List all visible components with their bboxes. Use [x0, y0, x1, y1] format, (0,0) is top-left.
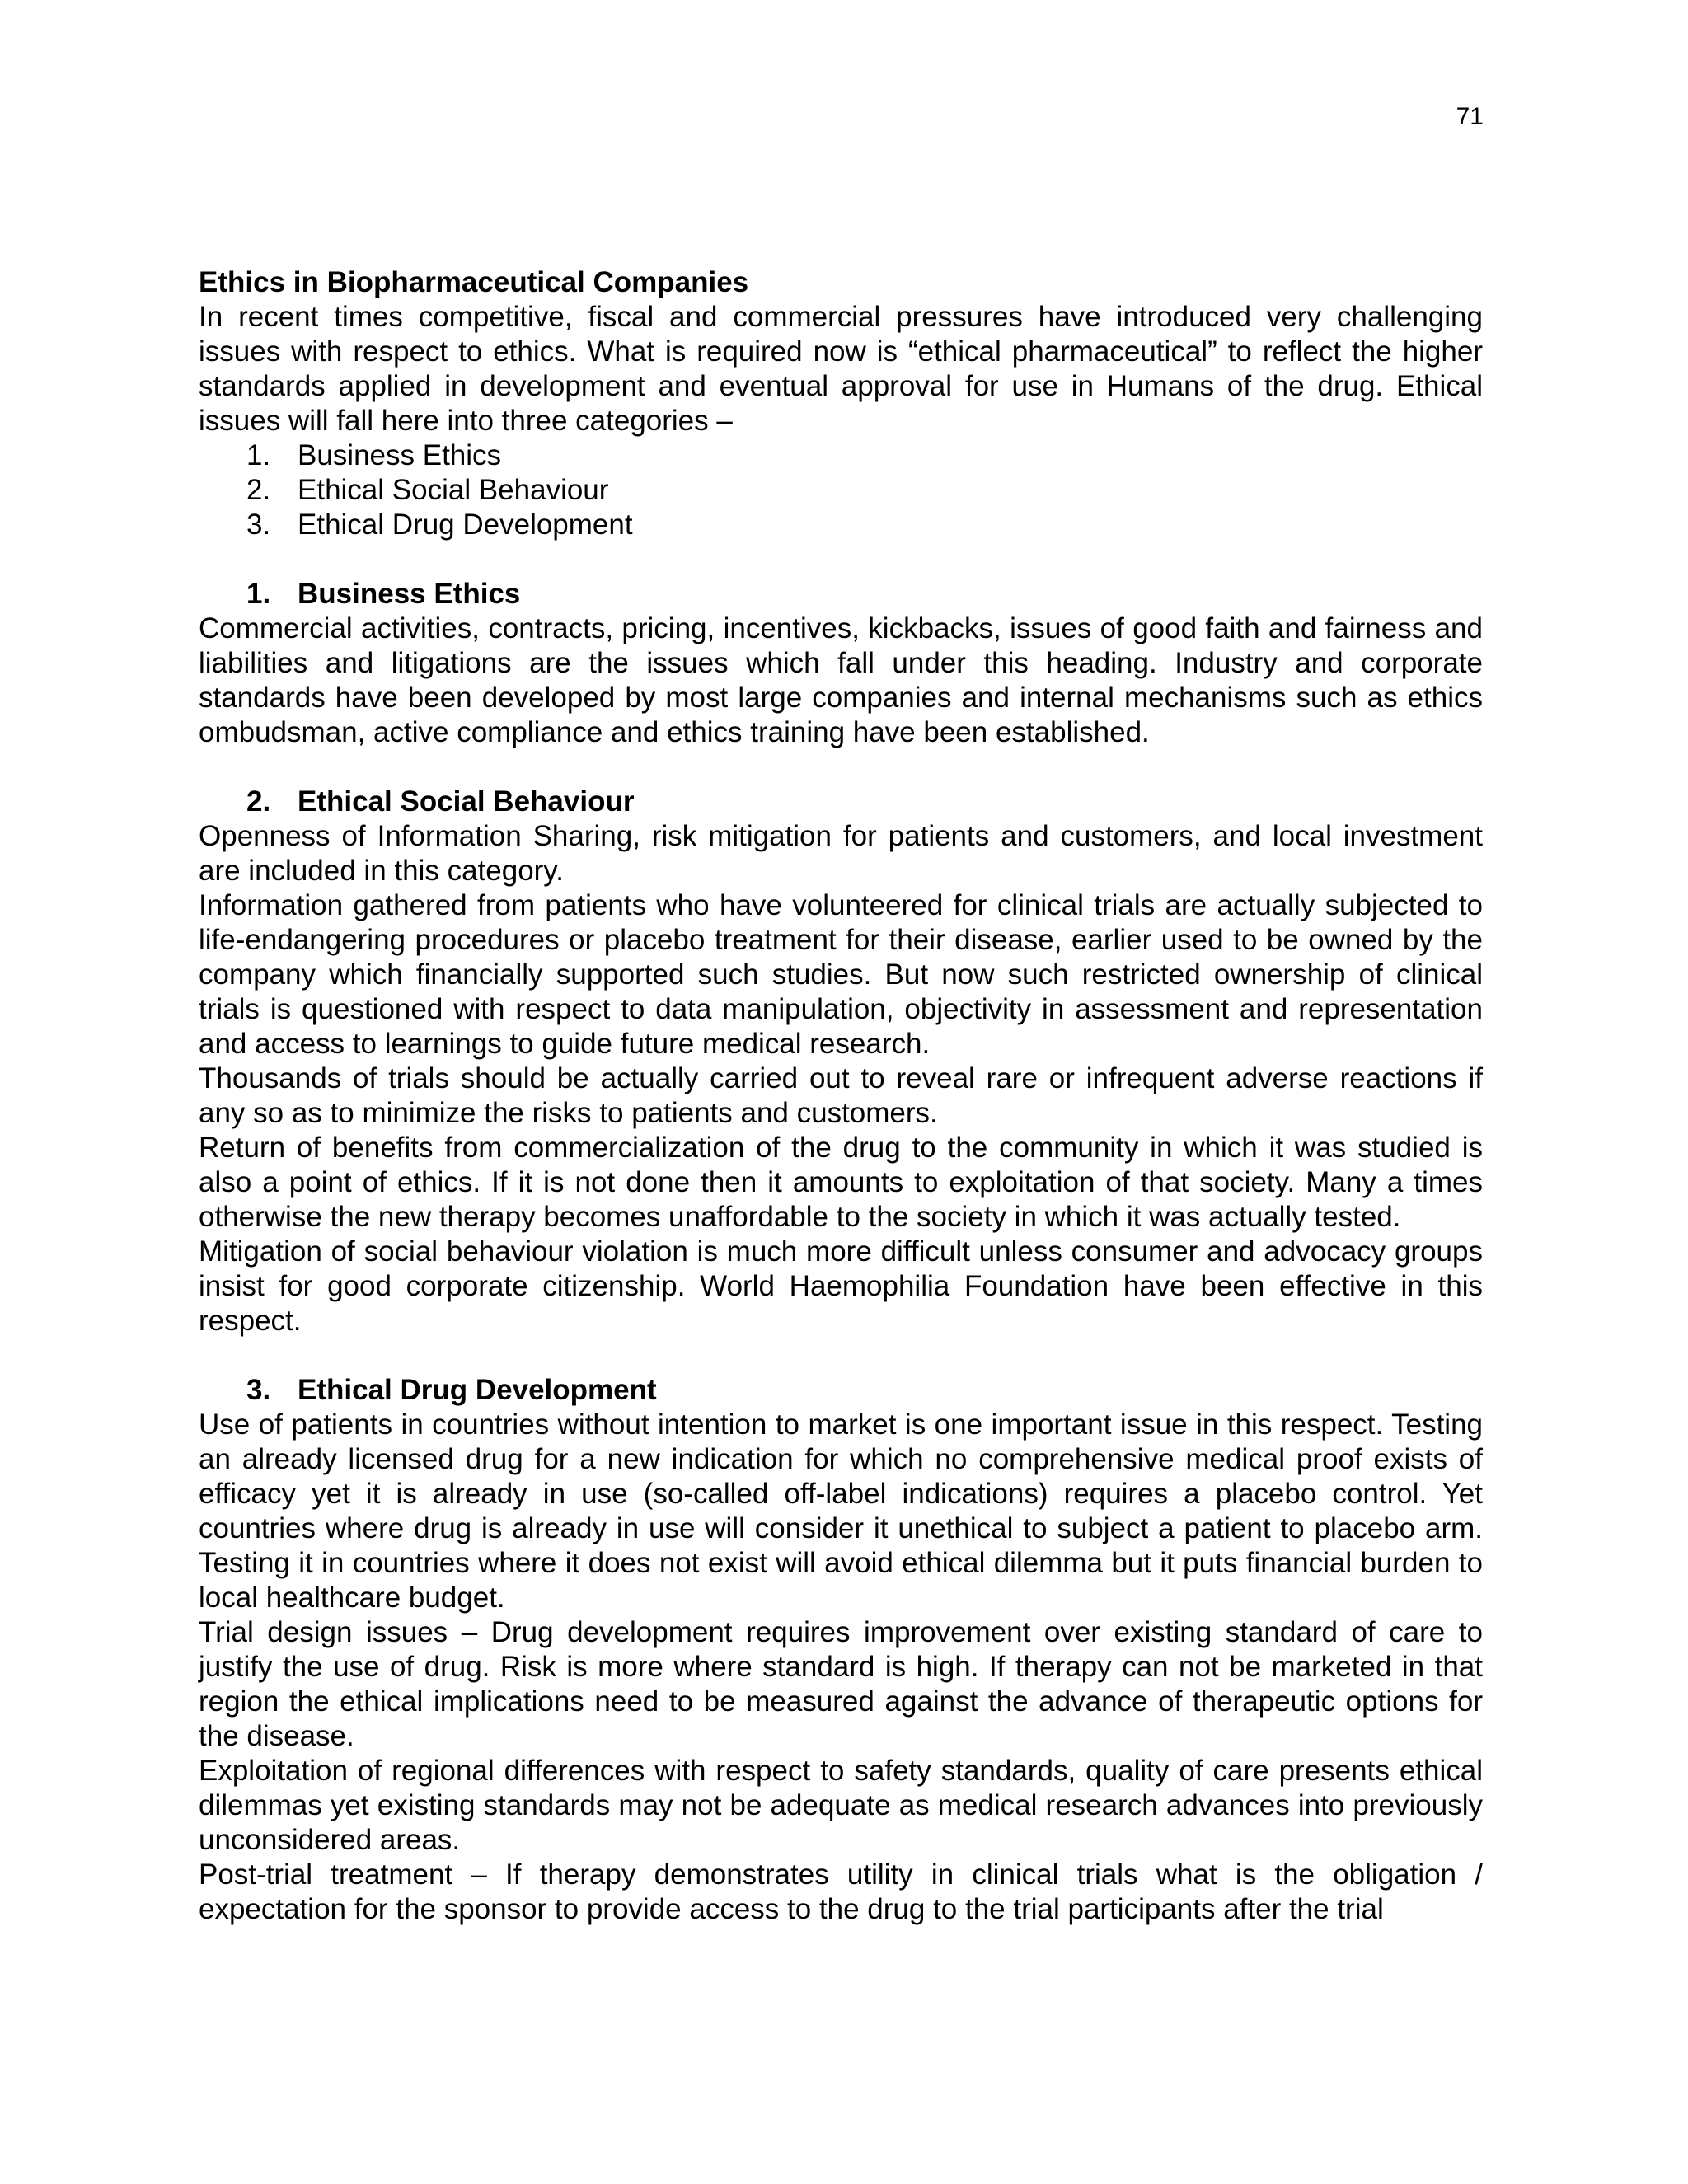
category-label: Business Ethics: [298, 439, 502, 471]
category-number: 2.: [246, 474, 271, 506]
section-paragraph: Trial design issues – Drug development requires improvement over existing standard of care to justify the use of drug. Risk is more where standard is high. If therapy can not be marketed in that region the ethical implications need to be measured against the advance of therapeutic options for the disease.: [199, 1616, 1483, 1752]
document-title: Ethics in Biopharmaceutical Companies: [199, 266, 749, 298]
category-item: [199, 473, 1483, 508]
section-paragraph: Exploitation of regional differences with respect to safety standards, quality of care presents ethical dilemmas yet existing standards may not be adequate as medical research advances into previously unconsidered areas.: [199, 1755, 1483, 1856]
section-paragraph: Openness of Information Sharing, risk mitigation for patients and customers, and local investment are included in this category.: [199, 820, 1483, 887]
section-paragraph: Information gathered from patients who have volunteered for clinical trials are actually subjected to life-endangering procedures or placebo treatment for their disease, earlier used to be owned by the company which financially supported such studies. But now such restricted ownership of clinical trials is questioned with respect to data manipulation, objectivity in assessment and representation and access to learnings to guide future medical research.: [199, 889, 1483, 1060]
section-paragraph: Commercial activities, contracts, pricing, incentives, kickbacks, issues of good faith and fairness and liabilities and litigations are the issues which fall under this heading. Industry and corporate standards have been developed by most large companies and internal mechanisms such as ethics ombudsman, active compliance and ethics training have been established.: [199, 612, 1483, 748]
category-number: 3.: [246, 509, 271, 541]
section-paragraph: Post-trial treatment – If therapy demonstrates utility in clinical trials what is the obligation / expectation for the sponsor to provide access to the drug to the trial participants after the trial: [199, 1858, 1483, 1925]
category-label: Ethical Social Behaviour: [298, 474, 609, 506]
section-heading-ethical-drug-development: [199, 1373, 1483, 1408]
document-body: [199, 265, 1483, 1927]
section-number: 3.: [246, 1374, 271, 1406]
section-paragraph: Return of benefits from commercialization of the drug to the community in which it was studied is also a point of ethics. If it is not done then it amounts to exploitation of that society. Many a times otherwise the new therapy becomes unaffordable to the society in which it was actually tested.: [199, 1132, 1483, 1233]
category-number: 1.: [246, 439, 271, 471]
section-title: Business Ethics: [298, 578, 521, 610]
section-heading-ethical-social-behaviour: [199, 785, 1483, 819]
section-title: Ethical Social Behaviour: [298, 785, 635, 818]
category-item: [199, 438, 1483, 473]
section-paragraph: Use of patients in countries without intention to market is one important issue in this respect. Testing an already licensed drug for a new indication for which no comprehensive medical proof exists of efficacy yet it is already in use (so-called off-label indications) requires a placebo control. Yet countries where drug is already in use will consider it unethical to subject a patient to placebo arm. Testing it in countries where it does not exist will avoid ethical dilemma but it puts financial burden to local healthcare budget.: [199, 1408, 1483, 1614]
category-label: Ethical Drug Development: [298, 509, 633, 541]
category-item: [199, 508, 1483, 542]
section-number: 1.: [246, 578, 271, 610]
intro-paragraph: In recent times competitive, fiscal and commercial pressures have introduced very challenging issues with respect to ethics. What is required now is “ethical pharmaceutical” to reflect the higher standards applied in development and eventual approval for use in Humans of the drug. Ethical issues will fall here into three categories –: [199, 301, 1483, 437]
section-number: 2.: [246, 785, 271, 818]
section-heading-business-ethics: [199, 577, 1483, 612]
section-paragraph: Thousands of trials should be actually carried out to reveal rare or infrequent adverse reactions if any so as to minimize the risks to patients and customers.: [199, 1062, 1483, 1129]
page-number: 71: [1456, 103, 1484, 130]
category-list: [199, 438, 1483, 542]
section-title: Ethical Drug Development: [298, 1374, 657, 1406]
section-paragraph: Mitigation of social behaviour violation is much more difficult unless consumer and advocacy groups insist for good corporate citizenship. World Haemophilia Foundation have been effective in this respect.: [199, 1235, 1483, 1337]
